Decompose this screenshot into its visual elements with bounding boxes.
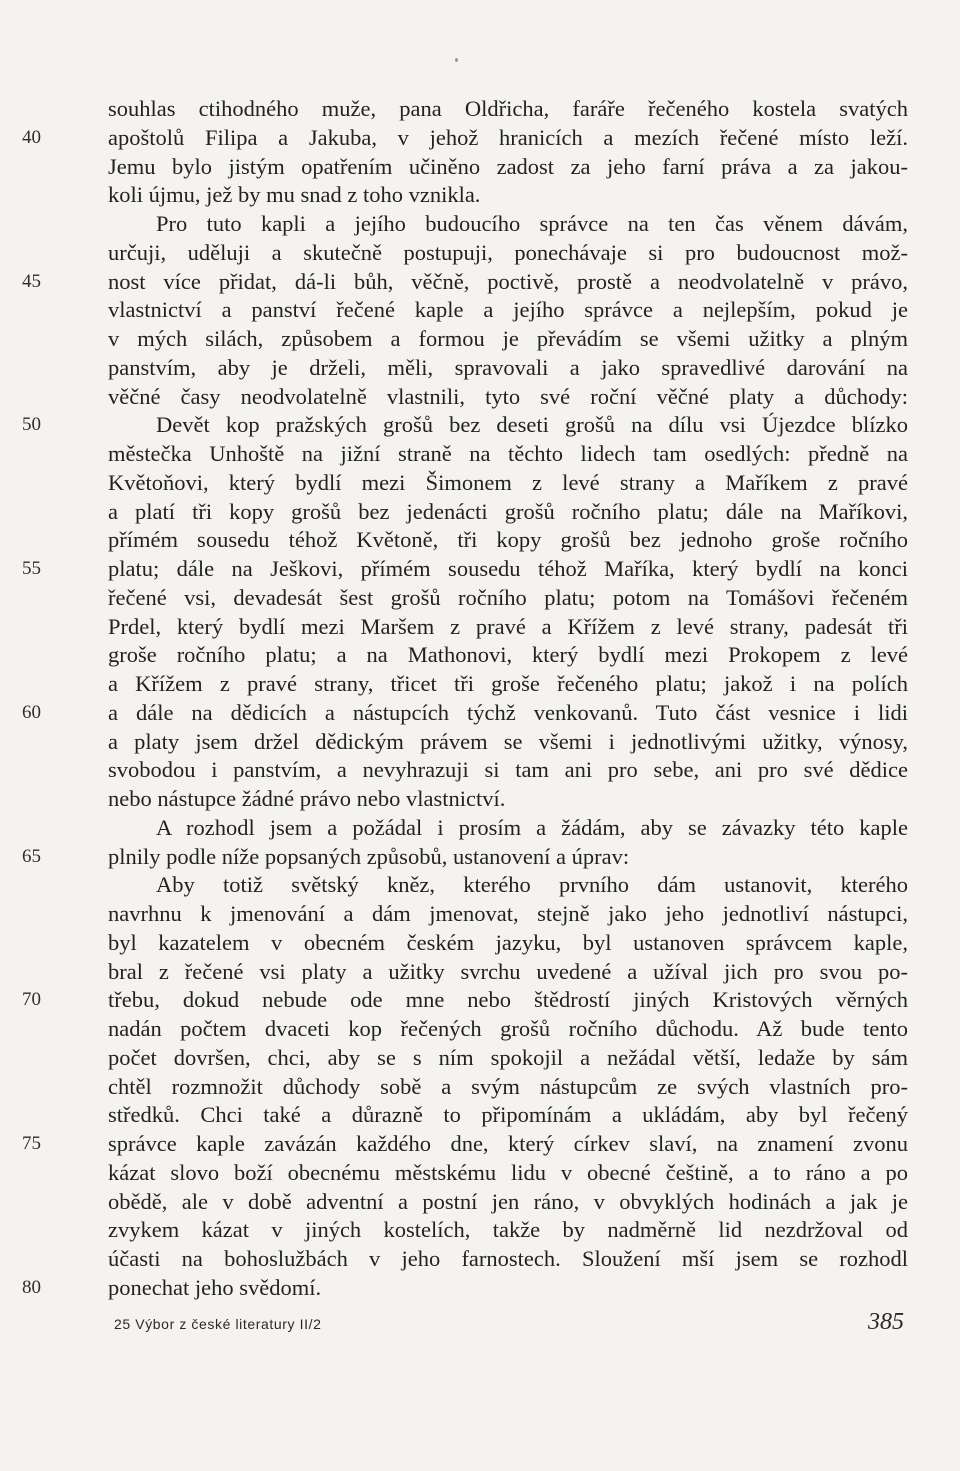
text-line [108, 900, 908, 929]
text-line [22, 1130, 908, 1159]
text-line [108, 756, 908, 785]
line-text: bral z řečené vsi platy a užitky svrchu uvedené a užíval jich pro svou po- [108, 958, 908, 984]
text-line [108, 95, 908, 124]
text-line [108, 584, 908, 613]
text-line [22, 699, 908, 728]
line-text: koli újmu, jež by mu snad z toho vznikla. [108, 182, 481, 208]
line-text: Jemu bylo jistým opatřením učiněno zadost za jeho farní práva a za jakou- [108, 153, 908, 179]
text-line [108, 1015, 908, 1044]
text-line [108, 469, 908, 498]
line-number: 70 [22, 989, 41, 1011]
text-line [108, 871, 908, 900]
line-text: věčné časy neodvolatelně vlastnili, tyto své roční věčné platy a důchody: [108, 383, 908, 409]
line-text: plnily podle níže popsaných způsobů, ustanovení a úprav: [108, 843, 630, 869]
line-text: nebo nástupce žádné právo nebo vlastnictví. [108, 786, 506, 811]
line-text: řečené vsi, devadesát šest grošů ročního platu; potom na Tomášovi řečeném [108, 584, 908, 610]
text-line [108, 1245, 908, 1274]
line-text: ponechat jeho svědomí. [108, 1274, 322, 1300]
printer-signature-mark: 25 Výbor z české literatury II/2 [114, 1316, 322, 1332]
line-text: a platí tři kopy grošů bez jedenácti grošů ročního platu; dále na Maříkovi, [108, 498, 908, 524]
line-number: 60 [22, 701, 41, 723]
text-line [108, 210, 908, 239]
text-line [108, 181, 908, 210]
line-number: 45 [22, 270, 41, 292]
text-line [108, 354, 908, 383]
text-line [108, 670, 908, 699]
text-line [108, 641, 908, 670]
text-line [108, 1101, 908, 1130]
line-number: 75 [22, 1133, 41, 1154]
line-number: 65 [22, 845, 41, 867]
line-text: apoštolů Filipa a Jakuba, v jehož hranicích a mezích řečené místo leží. [108, 124, 908, 150]
text-line [108, 613, 908, 642]
paper-speck [455, 58, 458, 62]
line-text: městečka Unhoště na jižní straně na těchto lidech tam osedlých: předně na [108, 441, 908, 466]
line-text: zvykem kázat v jiných kostelích, takže by nadměrně lid nezdržoval od [108, 1217, 908, 1243]
text-line [108, 958, 908, 987]
line-text: a dále na dědicích a nástupcích týchž venkovanů. Tuto část vesnice i lidi [108, 699, 908, 725]
text-line [22, 555, 908, 584]
line-text: nost více přidat, dá-li bůh, věčně, poctivě, prostě a neodvolatelně v právo, [108, 268, 908, 294]
text-line [108, 296, 908, 325]
line-text: Prdel, který bydlí mezi Maršem z pravé a Křížem z levé strany, padesát tři [108, 613, 908, 639]
text-line [108, 153, 908, 182]
text-line [108, 814, 908, 843]
line-text: počet dovršen, chci, aby se s ním spokojil a nežádal větší, ledaže by sám [108, 1044, 908, 1070]
page-number: 385 [868, 1309, 904, 1335]
text-line [108, 440, 908, 469]
text-line [108, 239, 908, 268]
text-line [22, 411, 908, 440]
line-text: souhlas ctihodného muže, pana Oldřicha, faráře řečeného kostela svatých [108, 96, 908, 121]
line-text: středků. Chci také a důrazně to připomínám a ukládám, aby byl řečený [108, 1102, 908, 1128]
line-text: obědě, ale v době adventní a postní jen ráno, v obvyklých hodinách a jak je [108, 1188, 908, 1214]
line-text: Devět kop pražských grošů bez deseti grošů na dílu vsi Újezdce blízko [156, 412, 908, 438]
line-text: platu; dále na Ješkovi, přímém sousedu téhož Maříka, který bydlí na konci [108, 556, 908, 581]
text-line [108, 383, 908, 412]
line-text: A rozhodl jsem a požádal i prosím a žádám, aby se závazky této kaple [156, 814, 908, 840]
text-line [108, 498, 908, 527]
text-line [22, 268, 908, 297]
text-line [108, 929, 908, 958]
line-number: 80 [22, 1276, 41, 1298]
text-line [108, 728, 908, 757]
text-line [108, 1216, 908, 1245]
line-text: a Křížem z pravé strany, třicet tři groše řečeného platu; jakož i na polích [108, 671, 908, 696]
text-line [108, 526, 908, 555]
line-number: 40 [22, 126, 41, 148]
line-text: účasti na bohoslužbách v jeho farnostech. Sloužení mší jsem se rozhodl [108, 1246, 908, 1271]
line-text: a platy jsem držel dědickým právem se všemi i jednotlivými užitky, výnosy, [108, 728, 908, 754]
text-line [108, 1159, 908, 1188]
text-line [108, 1073, 908, 1102]
body-text [22, 95, 908, 1303]
line-text: byl kazatelem v obecném českém jazyku, byl ustanoven správcem kaple, [108, 929, 908, 955]
line-text: třebu, dokud nebude ode mne nebo štědrostí jiných Kristových věrných [108, 987, 908, 1013]
text-line [22, 843, 908, 872]
line-text: kázat slovo boží obecnému městskému lidu v obecné češtině, a to ráno a po [108, 1159, 908, 1185]
line-number: 50 [22, 414, 41, 436]
line-text: Květoňovi, který bydlí mezi Šimonem z levé strany a Maříkem z pravé [108, 469, 908, 495]
line-number: 55 [22, 558, 41, 579]
line-text: nadán počtem dvaceti kop řečených grošů ročního důchodu. Až bude tento [108, 1016, 908, 1041]
line-text: Pro tuto kapli a jejího budoucího správce na ten čas věnem dávám, [156, 211, 908, 236]
line-text: Aby totiž světský kněz, kterého prvního dám ustanovit, kterého [156, 872, 908, 898]
line-text: chtěl rozmnožit důchody sobě a svým nástupcům ze svých vlastních pro- [108, 1073, 908, 1099]
line-text: vlastnictví a panství řečené kaple a jejího správce a nejlepším, pokud je [108, 297, 908, 323]
line-text: svobodou i panstvím, a nevyhrazuji si tam ani pro sebe, ani pro své dědice [108, 757, 908, 783]
line-text: v mých silách, způsobem a formou je převádím se všemi užitky a plným [108, 326, 908, 351]
text-line [108, 1188, 908, 1217]
line-text: přímém sousedu téhož Květoně, tři kopy grošů bez jednoho groše ročního [108, 527, 908, 553]
line-text: navrhnu k jmenování a dám jmenovat, stejně jako jeho jednotliví nástupci, [108, 901, 908, 926]
text-line [22, 1274, 908, 1303]
line-text: určuji, uděluji a skutečně postupuji, ponechávaje si pro budoucnost mož- [108, 239, 908, 265]
line-text: panstvím, aby je drželi, měli, spravovali a jako spravedlivé darování na [108, 354, 908, 380]
text-line [108, 1044, 908, 1073]
line-text: groše ročního platu; a na Mathonovi, který bydlí mezi Prokopem z levé [108, 642, 908, 668]
line-text: správce kaple zavázán každého dne, který církev slaví, na znamení zvonu [108, 1131, 908, 1156]
text-line [22, 986, 908, 1015]
text-line [108, 325, 908, 354]
text-line [22, 124, 908, 153]
text-line [108, 785, 908, 814]
